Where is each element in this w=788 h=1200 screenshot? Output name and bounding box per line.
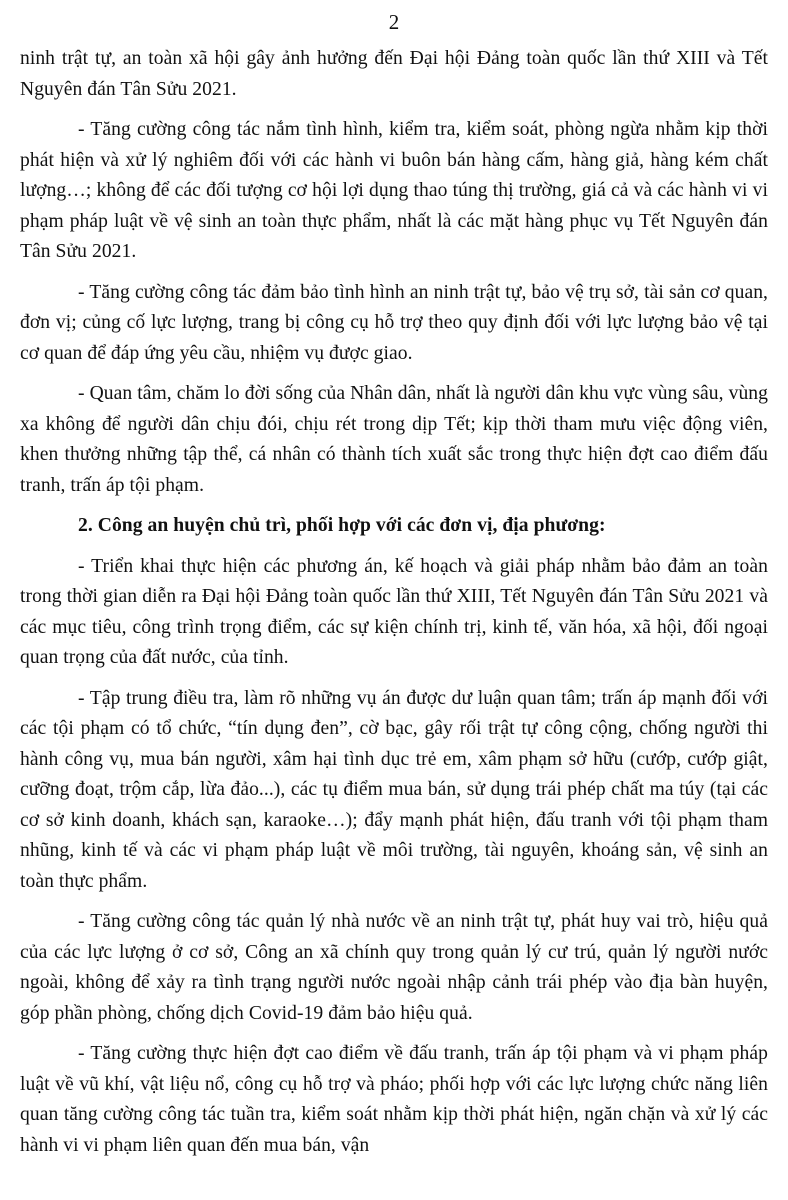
paragraph-continuation: ninh trật tự, an toàn xã hội gây ảnh hưởng đến Đại hội Đảng toàn quốc lần thứ XIII và Tết Nguyên đán Tân Sửu 2021.	[20, 48, 768, 100]
paragraph-state-management: - Tăng cường công tác quản lý nhà nước về an ninh trật tự, phát huy vai trò, hiệu quả của các lực lượng ở cơ sở, Công an xã chính quy trong quản lý cư trú, quản lý người nước ngoài, không để xảy ra tình trạng người nước ngoài nhập cảnh trái phép vào địa bàn huyện, góp phần phòng, chống dịch Covid-19 đảm bảo hiệu quả.	[20, 911, 768, 1024]
paragraph-crime-investigation: - Tập trung điều tra, làm rõ những vụ án được dư luận quan tâm; trấn áp mạnh đối với các tội phạm có tổ chức, “tín dụng đen”, cờ bạc, gây rối trật tự công cộng, chống người thi hành công vụ, mua bán người, xâm hại tình dục trẻ em, xâm phạm sở hữu (cướp, cướp giật, cưỡng đoạt, trộm cắp, lừa đảo...), các tụ điểm mua bán, sử dụng trái phép chất ma túy (tại các cơ sở kinh doanh, khách sạn, karaoke…); đẩy mạnh phát hiện, đấu tranh với tội phạm tham nhũng, kinh tế và các vi phạm pháp luật về môi trường, tài nguyên, khoáng sản, vệ sinh an toàn thực phẩm.	[20, 687, 768, 892]
paragraph-safety-plans: - Triển khai thực hiện các phương án, kế hoạch và giải pháp nhằm bảo đảm an toàn trong thời gian diễn ra Đại hội Đảng toàn quốc lần thứ XIII, Tết Nguyên đán Tân Sửu 2021 và các mục tiêu, công trình trọng điểm, các sự kiện chính trị, kinh tế, văn hóa, xã hội, đối ngoại quan trọng của đất nước, của tỉnh.	[20, 555, 768, 668]
paragraph-weapons-fireworks: - Tăng cường thực hiện đợt cao điểm về đấu tranh, trấn áp tội phạm và vi phạm pháp luật về vũ khí, vật liệu nổ, công cụ hỗ trợ và pháo; phối hợp với các lực lượng chức năng liên quan tăng cường công tác tuần tra, kiểm soát nhằm kịp thời phát hiện, ngăn chặn và xử lý các hành vi vi phạm liên quan đến mua bán, vận	[20, 1043, 768, 1156]
section-heading-police: 2. Công an huyện chủ trì, phối hợp với các đơn vị, địa phương:	[78, 515, 606, 536]
document-page	[20, 0, 768, 1161]
paragraph-market-control: - Tăng cường công tác nắm tình hình, kiểm tra, kiểm soát, phòng ngừa nhằm kịp thời phát hiện và xử lý nghiêm đối với các hành vi buôn bán hàng cấm, hàng giả, hàng kém chất lượng…; không để các đối tượng cơ hội lợi dụng thao túng thị trường, giá cả và các hành vi vi phạm pháp luật về vệ sinh an toàn thực phẩm, nhất là các mặt hàng phục vụ Tết Nguyên đán Tân Sửu 2021.	[20, 119, 768, 262]
paragraph-people-welfare: - Quan tâm, chăm lo đời sống của Nhân dân, nhất là người dân khu vực vùng sâu, vùng xa không để người dân chịu đói, chịu rét trong dịp Tết; kịp thời tham mưu việc động viên, khen thưởng những tập thể, cá nhân có thành tích xuất sắc trong thực hiện đợt cao điểm đấu tranh, trấn áp tội phạm.	[20, 383, 768, 496]
paragraph-office-security: - Tăng cường công tác đảm bảo tình hình an ninh trật tự, bảo vệ trụ sở, tài sản cơ quan, đơn vị; củng cố lực lượng, trang bị công cụ hỗ trợ theo quy định đối với lực lượng bảo vệ tại cơ quan để đáp ứng yêu cầu, nhiệm vụ được giao.	[20, 281, 768, 364]
page-number: 2	[388, 10, 400, 34]
